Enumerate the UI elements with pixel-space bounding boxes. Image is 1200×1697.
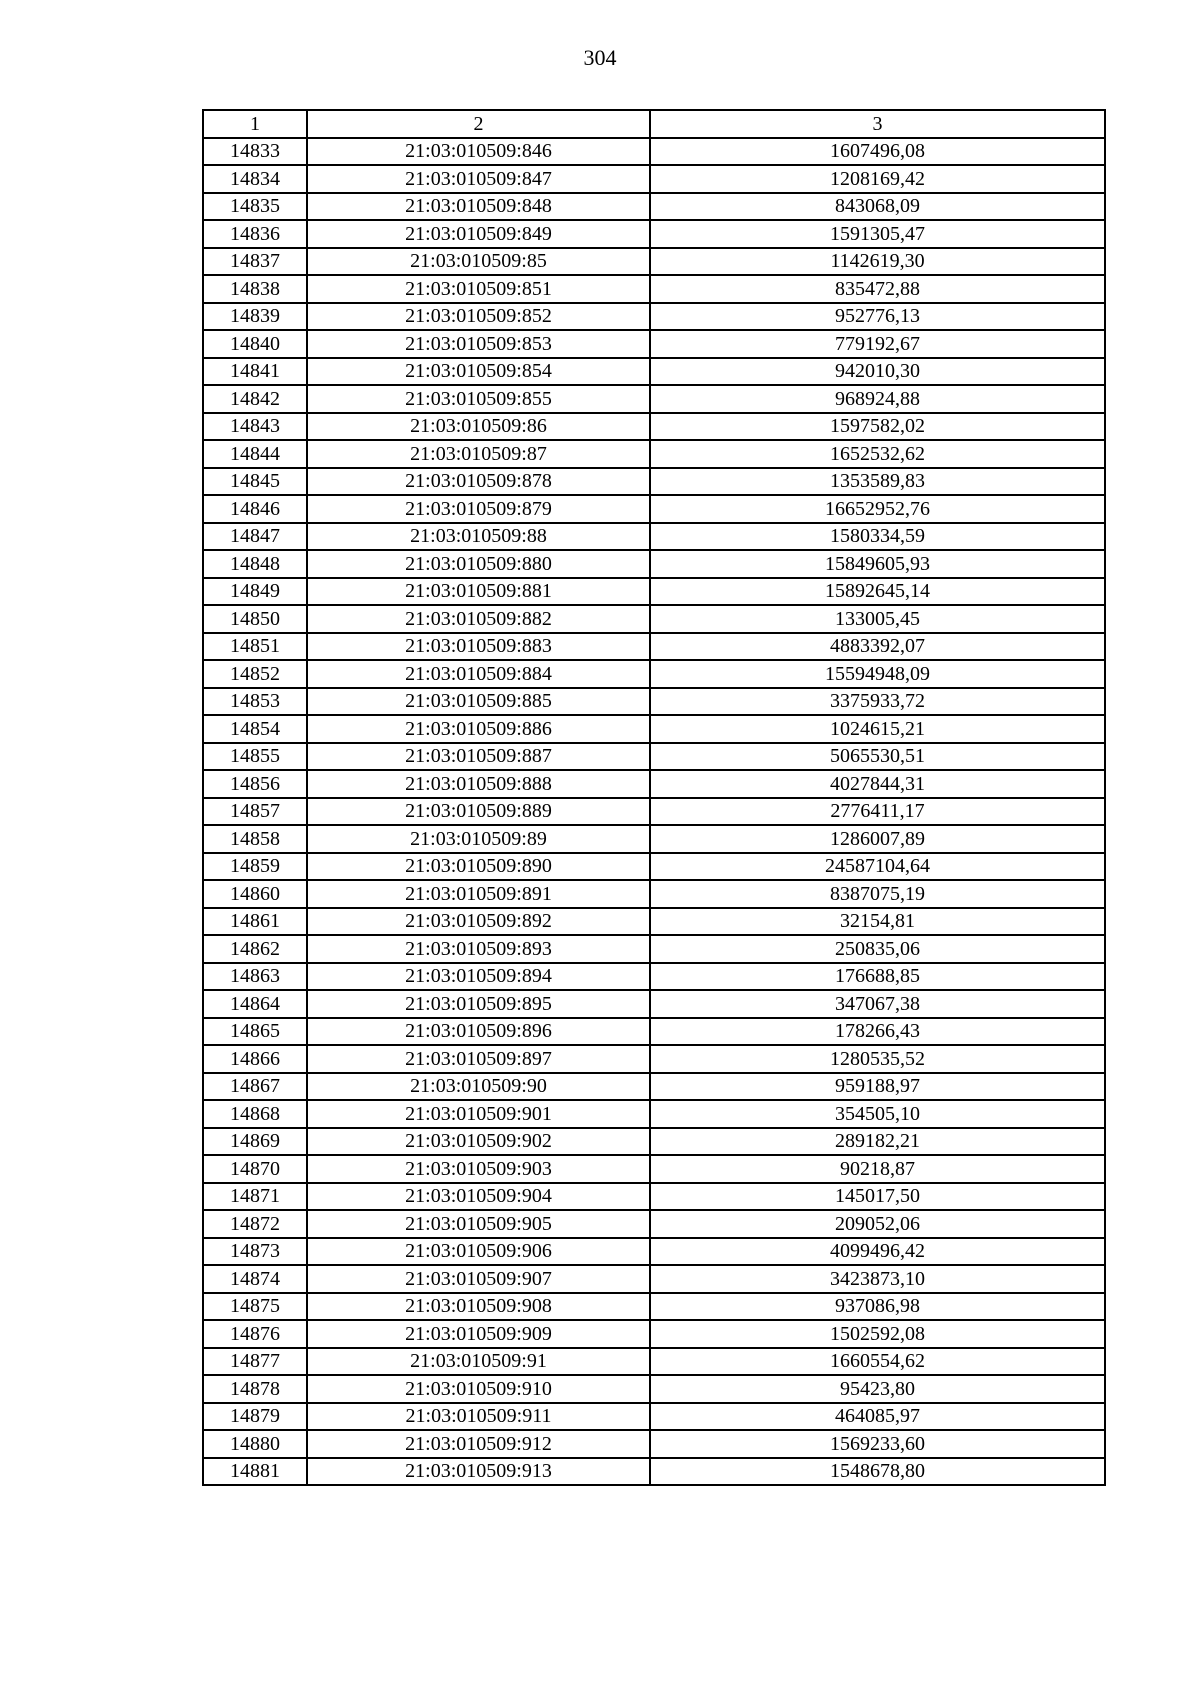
- row-number-cell: 14859: [203, 853, 307, 881]
- table-row: [203, 220, 1105, 248]
- cadastral-number-cell: 21:03:010509:888: [307, 770, 650, 798]
- cadastral-number-cell: 21:03:010509:846: [307, 138, 650, 166]
- cadastral-number-cell: 21:03:010509:896: [307, 1018, 650, 1046]
- table-row: [203, 853, 1105, 881]
- table-row: [203, 578, 1105, 606]
- row-number-cell: 14848: [203, 550, 307, 578]
- cadastral-number-cell: 21:03:010509:907: [307, 1265, 650, 1293]
- row-number-cell: 14849: [203, 578, 307, 606]
- column-header-2: 2: [307, 110, 650, 138]
- cadastral-number-cell: 21:03:010509:911: [307, 1403, 650, 1431]
- cadastral-number-cell: 21:03:010509:912: [307, 1430, 650, 1458]
- value-cell: 133005,45: [650, 605, 1105, 633]
- row-number-cell: 14873: [203, 1238, 307, 1266]
- table-row: [203, 468, 1105, 496]
- table-row: [203, 770, 1105, 798]
- cadastral-number-cell: 21:03:010509:878: [307, 468, 650, 496]
- row-number-cell: 14866: [203, 1045, 307, 1073]
- value-cell: 250835,06: [650, 935, 1105, 963]
- table-row: [203, 1458, 1105, 1486]
- table-row: [203, 165, 1105, 193]
- value-cell: 347067,38: [650, 990, 1105, 1018]
- cadastral-number-cell: 21:03:010509:904: [307, 1183, 650, 1211]
- table-row: [203, 880, 1105, 908]
- value-cell: 952776,13: [650, 303, 1105, 331]
- cadastral-number-cell: 21:03:010509:887: [307, 743, 650, 771]
- table-row: [203, 550, 1105, 578]
- value-cell: 843068,09: [650, 193, 1105, 221]
- value-cell: 835472,88: [650, 275, 1105, 303]
- row-number-cell: 14852: [203, 660, 307, 688]
- row-number-cell: 14838: [203, 275, 307, 303]
- table-row: [203, 1430, 1105, 1458]
- cadastral-number-cell: 21:03:010509:905: [307, 1210, 650, 1238]
- table-row: [203, 495, 1105, 523]
- value-cell: 1607496,08: [650, 138, 1105, 166]
- cadastral-number-cell: 21:03:010509:88: [307, 523, 650, 551]
- value-cell: 176688,85: [650, 963, 1105, 991]
- row-number-cell: 14863: [203, 963, 307, 991]
- value-cell: 1660554,62: [650, 1348, 1105, 1376]
- value-cell: 24587104,64: [650, 853, 1105, 881]
- value-cell: 942010,30: [650, 358, 1105, 386]
- row-number-cell: 14858: [203, 825, 307, 853]
- row-number-cell: 14881: [203, 1458, 307, 1486]
- table-row: [203, 1210, 1105, 1238]
- column-header-1: 1: [203, 110, 307, 138]
- cadastral-number-cell: 21:03:010509:89: [307, 825, 650, 853]
- table-row: [203, 715, 1105, 743]
- row-number-cell: 14870: [203, 1155, 307, 1183]
- cadastral-number-cell: 21:03:010509:890: [307, 853, 650, 881]
- table-row: [203, 440, 1105, 468]
- cadastral-number-cell: 21:03:010509:91: [307, 1348, 650, 1376]
- row-number-cell: 14876: [203, 1320, 307, 1348]
- cadastral-number-cell: 21:03:010509:892: [307, 908, 650, 936]
- table-row: [203, 1265, 1105, 1293]
- column-header-3: 3: [650, 110, 1105, 138]
- table-row: [203, 798, 1105, 826]
- row-number-cell: 14845: [203, 468, 307, 496]
- cadastral-number-cell: 21:03:010509:895: [307, 990, 650, 1018]
- cadastral-number-cell: 21:03:010509:851: [307, 275, 650, 303]
- value-cell: 178266,43: [650, 1018, 1105, 1046]
- cadastral-number-cell: 21:03:010509:90: [307, 1073, 650, 1101]
- table-row: [203, 358, 1105, 386]
- table-row: [203, 935, 1105, 963]
- value-cell: 15849605,93: [650, 550, 1105, 578]
- value-cell: 779192,67: [650, 330, 1105, 358]
- table-row: [203, 825, 1105, 853]
- table-row: [203, 193, 1105, 221]
- table-row: [203, 1100, 1105, 1128]
- value-cell: 2776411,17: [650, 798, 1105, 826]
- row-number-cell: 14854: [203, 715, 307, 743]
- table-row: [203, 633, 1105, 661]
- table-row: [203, 248, 1105, 276]
- row-number-cell: 14840: [203, 330, 307, 358]
- cadastral-number-cell: 21:03:010509:889: [307, 798, 650, 826]
- value-cell: 1286007,89: [650, 825, 1105, 853]
- cadastral-number-cell: 21:03:010509:87: [307, 440, 650, 468]
- value-cell: 4027844,31: [650, 770, 1105, 798]
- table-row: [203, 1183, 1105, 1211]
- table-row: [203, 1045, 1105, 1073]
- value-cell: 209052,06: [650, 1210, 1105, 1238]
- cadastral-number-cell: 21:03:010509:884: [307, 660, 650, 688]
- cadastral-number-cell: 21:03:010509:891: [307, 880, 650, 908]
- cadastral-number-cell: 21:03:010509:897: [307, 1045, 650, 1073]
- value-cell: 3423873,10: [650, 1265, 1105, 1293]
- table-row: [203, 1375, 1105, 1403]
- value-cell: 1548678,80: [650, 1458, 1105, 1486]
- table-row: [203, 1320, 1105, 1348]
- row-number-cell: 14864: [203, 990, 307, 1018]
- value-cell: 15892645,14: [650, 578, 1105, 606]
- cadastral-number-cell: 21:03:010509:854: [307, 358, 650, 386]
- value-cell: 354505,10: [650, 1100, 1105, 1128]
- row-number-cell: 14865: [203, 1018, 307, 1046]
- value-cell: 4099496,42: [650, 1238, 1105, 1266]
- row-number-cell: 14867: [203, 1073, 307, 1101]
- row-number-cell: 14846: [203, 495, 307, 523]
- table-row: [203, 688, 1105, 716]
- row-number-cell: 14836: [203, 220, 307, 248]
- value-cell: 1208169,42: [650, 165, 1105, 193]
- value-cell: 959188,97: [650, 1073, 1105, 1101]
- value-cell: 5065530,51: [650, 743, 1105, 771]
- table-header: [203, 110, 1105, 138]
- row-number-cell: 14878: [203, 1375, 307, 1403]
- row-number-cell: 14855: [203, 743, 307, 771]
- row-number-cell: 14857: [203, 798, 307, 826]
- cadastral-number-cell: 21:03:010509:883: [307, 633, 650, 661]
- row-number-cell: 14871: [203, 1183, 307, 1211]
- cadastral-number-cell: 21:03:010509:848: [307, 193, 650, 221]
- table-row: [203, 990, 1105, 1018]
- row-number-cell: 14880: [203, 1430, 307, 1458]
- cadastral-number-cell: 21:03:010509:86: [307, 413, 650, 441]
- value-cell: 1353589,83: [650, 468, 1105, 496]
- table-row: [203, 1073, 1105, 1101]
- table-row: [203, 1018, 1105, 1046]
- row-number-cell: 14842: [203, 385, 307, 413]
- value-cell: 1591305,47: [650, 220, 1105, 248]
- value-cell: 15594948,09: [650, 660, 1105, 688]
- row-number-cell: 14879: [203, 1403, 307, 1431]
- row-number-cell: 14874: [203, 1265, 307, 1293]
- cadastral-number-cell: 21:03:010509:852: [307, 303, 650, 331]
- cadastral-number-cell: 21:03:010509:906: [307, 1238, 650, 1266]
- table-row: [203, 275, 1105, 303]
- registry-table: [202, 109, 1106, 1486]
- value-cell: 8387075,19: [650, 880, 1105, 908]
- table-body: [203, 138, 1105, 1486]
- row-number-cell: 14868: [203, 1100, 307, 1128]
- row-number-cell: 14835: [203, 193, 307, 221]
- cadastral-number-cell: 21:03:010509:893: [307, 935, 650, 963]
- value-cell: 1024615,21: [650, 715, 1105, 743]
- row-number-cell: 14847: [203, 523, 307, 551]
- value-cell: 145017,50: [650, 1183, 1105, 1211]
- row-number-cell: 14839: [203, 303, 307, 331]
- table-row: [203, 523, 1105, 551]
- cadastral-number-cell: 21:03:010509:849: [307, 220, 650, 248]
- value-cell: 968924,88: [650, 385, 1105, 413]
- cadastral-number-cell: 21:03:010509:880: [307, 550, 650, 578]
- table-row: [203, 1403, 1105, 1431]
- cadastral-number-cell: 21:03:010509:910: [307, 1375, 650, 1403]
- row-number-cell: 14856: [203, 770, 307, 798]
- row-number-cell: 14869: [203, 1128, 307, 1156]
- cadastral-number-cell: 21:03:010509:879: [307, 495, 650, 523]
- value-cell: 32154,81: [650, 908, 1105, 936]
- row-number-cell: 14862: [203, 935, 307, 963]
- cadastral-number-cell: 21:03:010509:881: [307, 578, 650, 606]
- table-row: [203, 963, 1105, 991]
- cadastral-number-cell: 21:03:010509:885: [307, 688, 650, 716]
- header-row: [203, 110, 1105, 138]
- table-row: [203, 330, 1105, 358]
- row-number-cell: 14844: [203, 440, 307, 468]
- table-row: [203, 303, 1105, 331]
- value-cell: 4883392,07: [650, 633, 1105, 661]
- cadastral-number-cell: 21:03:010509:894: [307, 963, 650, 991]
- cadastral-number-cell: 21:03:010509:886: [307, 715, 650, 743]
- row-number-cell: 14850: [203, 605, 307, 633]
- row-number-cell: 14841: [203, 358, 307, 386]
- row-number-cell: 14872: [203, 1210, 307, 1238]
- value-cell: 1142619,30: [650, 248, 1105, 276]
- row-number-cell: 14853: [203, 688, 307, 716]
- cadastral-number-cell: 21:03:010509:908: [307, 1293, 650, 1321]
- cadastral-number-cell: 21:03:010509:847: [307, 165, 650, 193]
- cadastral-number-cell: 21:03:010509:855: [307, 385, 650, 413]
- table-row: [203, 413, 1105, 441]
- value-cell: 90218,87: [650, 1155, 1105, 1183]
- value-cell: 937086,98: [650, 1293, 1105, 1321]
- cadastral-number-cell: 21:03:010509:909: [307, 1320, 650, 1348]
- value-cell: 289182,21: [650, 1128, 1105, 1156]
- row-number-cell: 14833: [203, 138, 307, 166]
- value-cell: 3375933,72: [650, 688, 1105, 716]
- table-row: [203, 1348, 1105, 1376]
- table-row: [203, 908, 1105, 936]
- row-number-cell: 14837: [203, 248, 307, 276]
- table-row: [203, 1155, 1105, 1183]
- value-cell: 1580334,59: [650, 523, 1105, 551]
- table-row: [203, 1128, 1105, 1156]
- value-cell: 1597582,02: [650, 413, 1105, 441]
- cadastral-number-cell: 21:03:010509:903: [307, 1155, 650, 1183]
- value-cell: 95423,80: [650, 1375, 1105, 1403]
- row-number-cell: 14875: [203, 1293, 307, 1321]
- table-row: [203, 660, 1105, 688]
- table-row: [203, 385, 1105, 413]
- table-row: [203, 605, 1105, 633]
- cadastral-number-cell: 21:03:010509:901: [307, 1100, 650, 1128]
- table-row: [203, 138, 1105, 166]
- page-number: 304: [583, 45, 617, 70]
- table-row: [203, 1238, 1105, 1266]
- row-number-cell: 14877: [203, 1348, 307, 1376]
- value-cell: 1280535,52: [650, 1045, 1105, 1073]
- value-cell: 1569233,60: [650, 1430, 1105, 1458]
- cadastral-number-cell: 21:03:010509:902: [307, 1128, 650, 1156]
- table-row: [203, 743, 1105, 771]
- row-number-cell: 14860: [203, 880, 307, 908]
- value-cell: 1502592,08: [650, 1320, 1105, 1348]
- cadastral-number-cell: 21:03:010509:85: [307, 248, 650, 276]
- row-number-cell: 14834: [203, 165, 307, 193]
- value-cell: 1652532,62: [650, 440, 1105, 468]
- cadastral-number-cell: 21:03:010509:853: [307, 330, 650, 358]
- cadastral-number-cell: 21:03:010509:882: [307, 605, 650, 633]
- row-number-cell: 14843: [203, 413, 307, 441]
- value-cell: 464085,97: [650, 1403, 1105, 1431]
- row-number-cell: 14851: [203, 633, 307, 661]
- cadastral-number-cell: 21:03:010509:913: [307, 1458, 650, 1486]
- table-row: [203, 1293, 1105, 1321]
- value-cell: 16652952,76: [650, 495, 1105, 523]
- row-number-cell: 14861: [203, 908, 307, 936]
